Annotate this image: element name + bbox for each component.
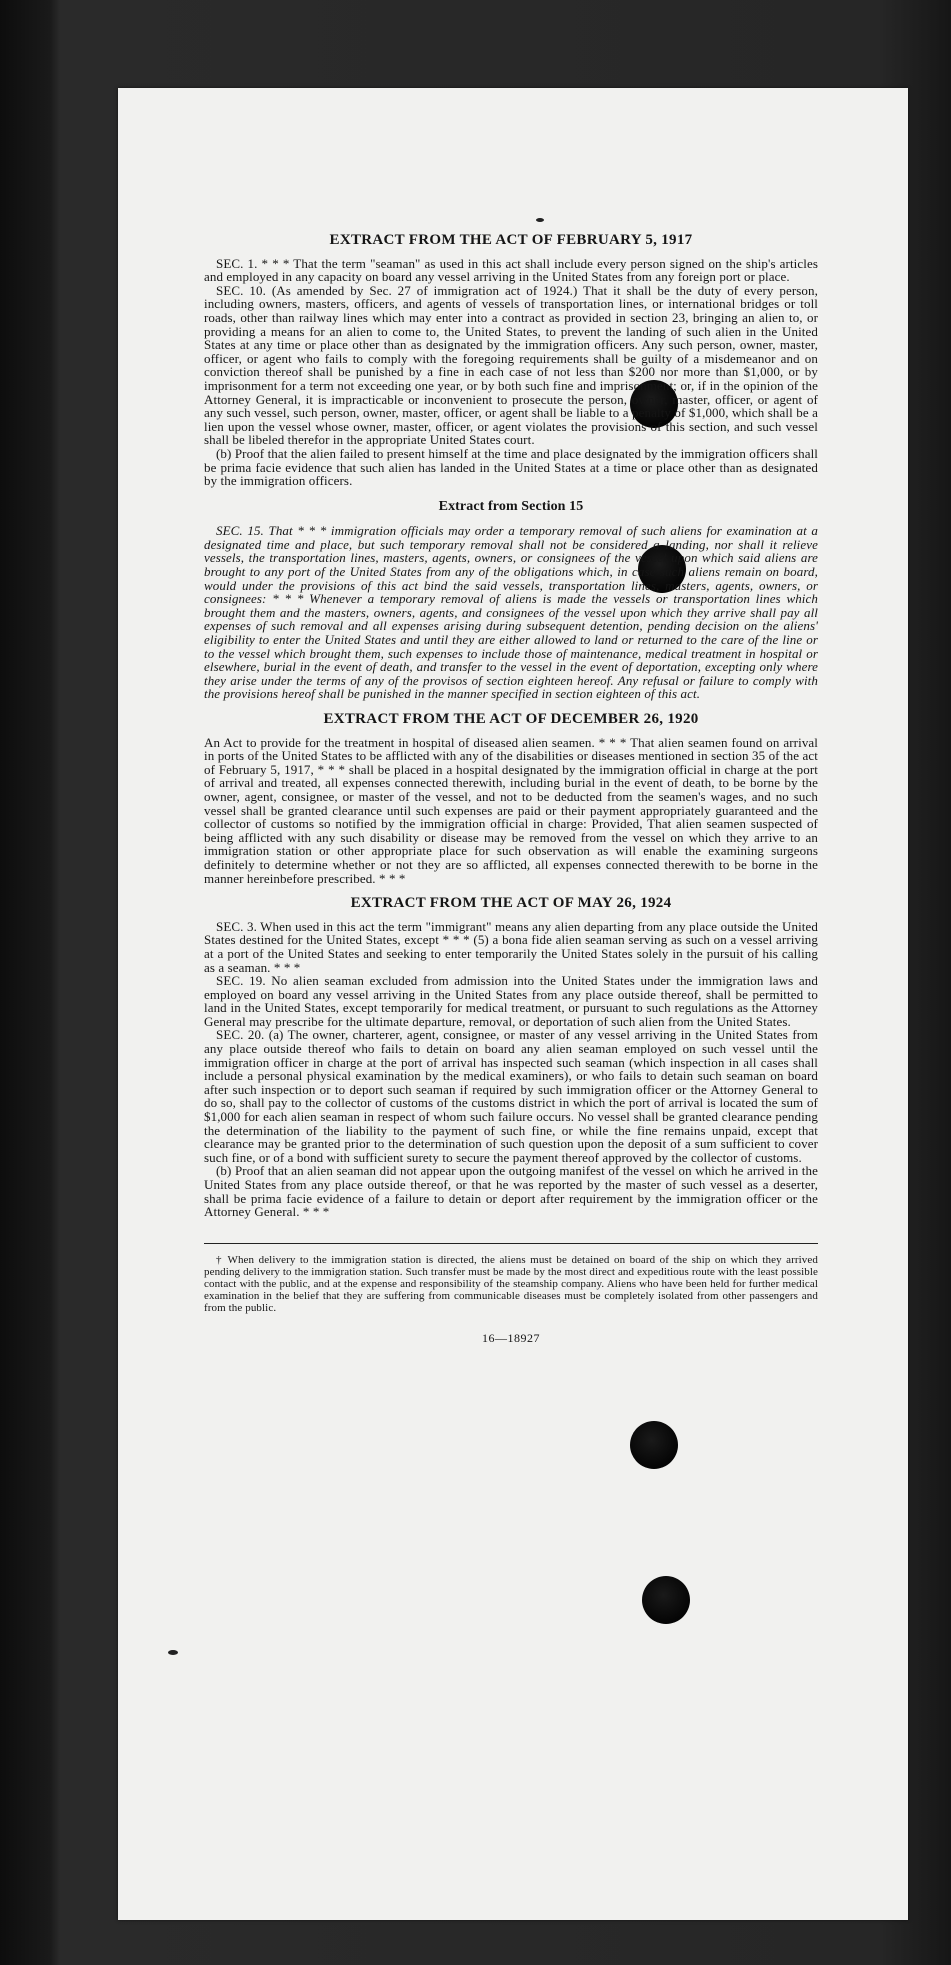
form-number: 16—18927	[482, 1330, 540, 1345]
punch-hole-4	[642, 1576, 690, 1624]
section-act-1920	[204, 713, 818, 885]
paragraph-sec-20-a: SEC. 20. (a) The owner, charterer, agent, consignee, or master of any vessel arriving in the United States from any place outside thereof who fails to detain on board any alien seaman employed on such vessel until the immigration officer in charge at the port of arrival has inspected such seaman (which inspection in all cases shall include a personal physical examination by the medical examiners), or who fails to detain such seaman on board after such inspection or to deport such seaman if required by such immigration officer or the Attorney General to do so, shall pay to the collector of customs of the customs district in which the port of arrival is located the sum of $1,000 for each alien seaman in respect of whom such failure occurs. No vessel shall be granted clearance pending the determination of the liability to the payment of such fine, or while the fine remains unpaid, except that clearance may be granted prior to the determination of such question upon the deposit of a sum sufficient to cover such fine, or of a bond with sufficient surety to secure the payment thereof approved by the collector of customs.	[204, 1027, 818, 1165]
footnote: † When delivery to the immigration station is directed, the aliens must be detained on board of the ship on which they arrived pending delivery to the immigration station. Such transfer must be made by the most direct and expeditious route with the least possible contact with the public, and at the expense and responsibility of the steamship company. Aliens who have been held for further medical examination in the belief that they are suffering from communicable diseases must be completely isolated from other passengers and from the public.	[204, 1253, 818, 1314]
heading-act-1920: EXTRACT FROM THE ACT OF DECEMBER 26, 1920	[323, 711, 699, 727]
heading-act-1924: EXTRACT FROM THE ACT OF MAY 26, 1924	[350, 895, 672, 912]
paragraph-sec-15: SEC. 15. That * * * immigration officials may order a temporary removal of such aliens for examination at a designated time and place, but such temporary removal shall not be considered a landing, nor shall it relieve vessels, the transportation lines, masters, agents, owners, or consignees of the vessel upon which said aliens are brought to any port of the United States from any of the obligations which, in case such aliens remain on board, would under the provisions of this act bind the said vessels, transportation lines, masters, agents, owners, or consignees: * * * Whenever a temporary removal of aliens is made the vessels or transportation lines which brought them and the masters, owners, agents, and consignees of the vessel upon which they arrive shall pay all expenses of such removal and all expenses arising during subsequent detention, pending decision on the aliens' eligibility to enter the United States and until they are either allowed to land or returned to the care of the line or to the vessel which brought them, such expenses to include those of maintenance, medical treatment in hospital or elsewhere, burial in the event of death, and transfer to the vessel in the event of deportation, excepting only where they arise under the terms of any of the provisos of section eighteen hereof. Any refusal or failure to comply with the provisions hereof shall be punished in the manner specified in section eighteen of this act.	[204, 523, 818, 702]
section-act-1917	[204, 234, 818, 488]
paragraph-sec-20-b: (b) Proof that an alien seaman did not appear upon the outgoing manifest of the vessel on which he arrived in the United States from any place outside thereof, or that he was reported by the master of such vessel as a deserter, shall be prima facie evidence of a failure to detain or deport after requirement by the immigration officer or the Attorney General. * * *	[204, 1163, 818, 1220]
document-page	[118, 88, 908, 1920]
paragraph-sec-19: SEC. 19. No alien seaman excluded from admission into the United States under the immigration laws and employed on board any vessel arriving in the United States from any place outside thereof, shall be permitted to land in the United States, except temporarily for medical treatment, or pursuant to such regulations as the Attorney General may prescribe for the ultimate departure, removal, or deportation of such alien from the United States.	[204, 973, 818, 1029]
paragraph-act-1920: An Act to provide for the treatment in hospital of diseased alien seamen. * * * That alien seamen found on arrival in ports of the United States to be afflicted with any of the disabilities or diseases mentioned in section 35 of the act of February 5, 1917, * * * shall be placed in a hospital designated by the immigration official in charge at the port of arrival and treated, all expenses connected therewith, including burial in the event of death, to be borne by the owner, agent, consignee, or master of the vessel, and not to be deducted from the seamen's wages, and no such vessel shall be granted clearance until such expenses are paid or their payment appropriately guaranteed and the collector of customs so notified by the immigration official in charge: Provided, That alien seamen suspected of being afflicted with any such disability or disease may be removed from the vessel on which they arrive to an immigration station or other appropriate place for such observation as will enable the examining surgeons definitely to determine whether or not they are so afflicted, all expenses connected therewith to be borne in the manner hereinbefore prescribed. * * *	[204, 734, 818, 886]
ink-fleck-margin	[168, 1650, 178, 1655]
paragraph-sec-10: SEC. 10. (As amended by Sec. 27 of immigration act of 1924.) That it shall be the duty of every person, including owners, masters, officers, and agents of vessels of transportation lines, or international bridges or toll roads, other than railway lines which may enter into a contract as provided in section 23, bringing an alien to, or providing a means for an alien to come to, the United States, to prevent the landing of such alien in the United States at any time or place other than as designated by the immigration officers. Any such person, owner, master, officer, or agent who fails to comply with the foregoing requirements shall be guilty of a misdemeanor and on conviction thereof shall be punished by a fine in each case of not less than $200 nor more than $1,000, or by imprisonment for a term not exceeding one year, or by both such fine and imprisonment; or, if in the opinion of the Attorney General, it is impracticable or inconvenient to prosecute the person, owner, master, officer, or agent of any such vessel, such person, owner, master, officer, or agent shall be liable to a penalty of $1,000, which shall be a lien upon the vessel whose owner, master, officer, or agent violates the provisions of this section, and such vessel shall be libeled therefor in the appropriate United States court.	[204, 282, 818, 448]
paragraph-sec-3: SEC. 3. When used in this act the term "immigrant" means any alien departing from any place outside the United States destined for the United States, except * * * (5) a bona fide alien seaman serving as such on a vessel arriving at a port of the United States and seeking to enter temporarily the United States solely in the pursuit of his calling as a seaman. * * *	[204, 918, 818, 975]
heading-act-1917: EXTRACT FROM THE ACT OF FEBRUARY 5, 1917	[329, 232, 693, 248]
punch-hole-3	[630, 1421, 678, 1469]
section-extract-15	[204, 500, 818, 701]
paragraph-sec-10-b: (b) Proof that the alien failed to present himself at the time and place designated by the immigration officers shall be prima facie evidence that such alien has landed in the United States at a time or place other than as designated by the immigration officers.	[204, 445, 818, 489]
footnote-divider	[204, 1243, 818, 1244]
paragraph-sec-1: SEC. 1. * * * That the term "seaman" as used in this act shall include every person signed on the ship's articles and employed in any capacity on board any vessel arriving in the United States from any foreign port or place.	[204, 255, 818, 285]
section-act-1924	[204, 897, 818, 1219]
document-body	[204, 234, 818, 1345]
heading-extract-15: Extract from Section 15	[438, 498, 584, 514]
ink-fleck	[536, 218, 544, 222]
